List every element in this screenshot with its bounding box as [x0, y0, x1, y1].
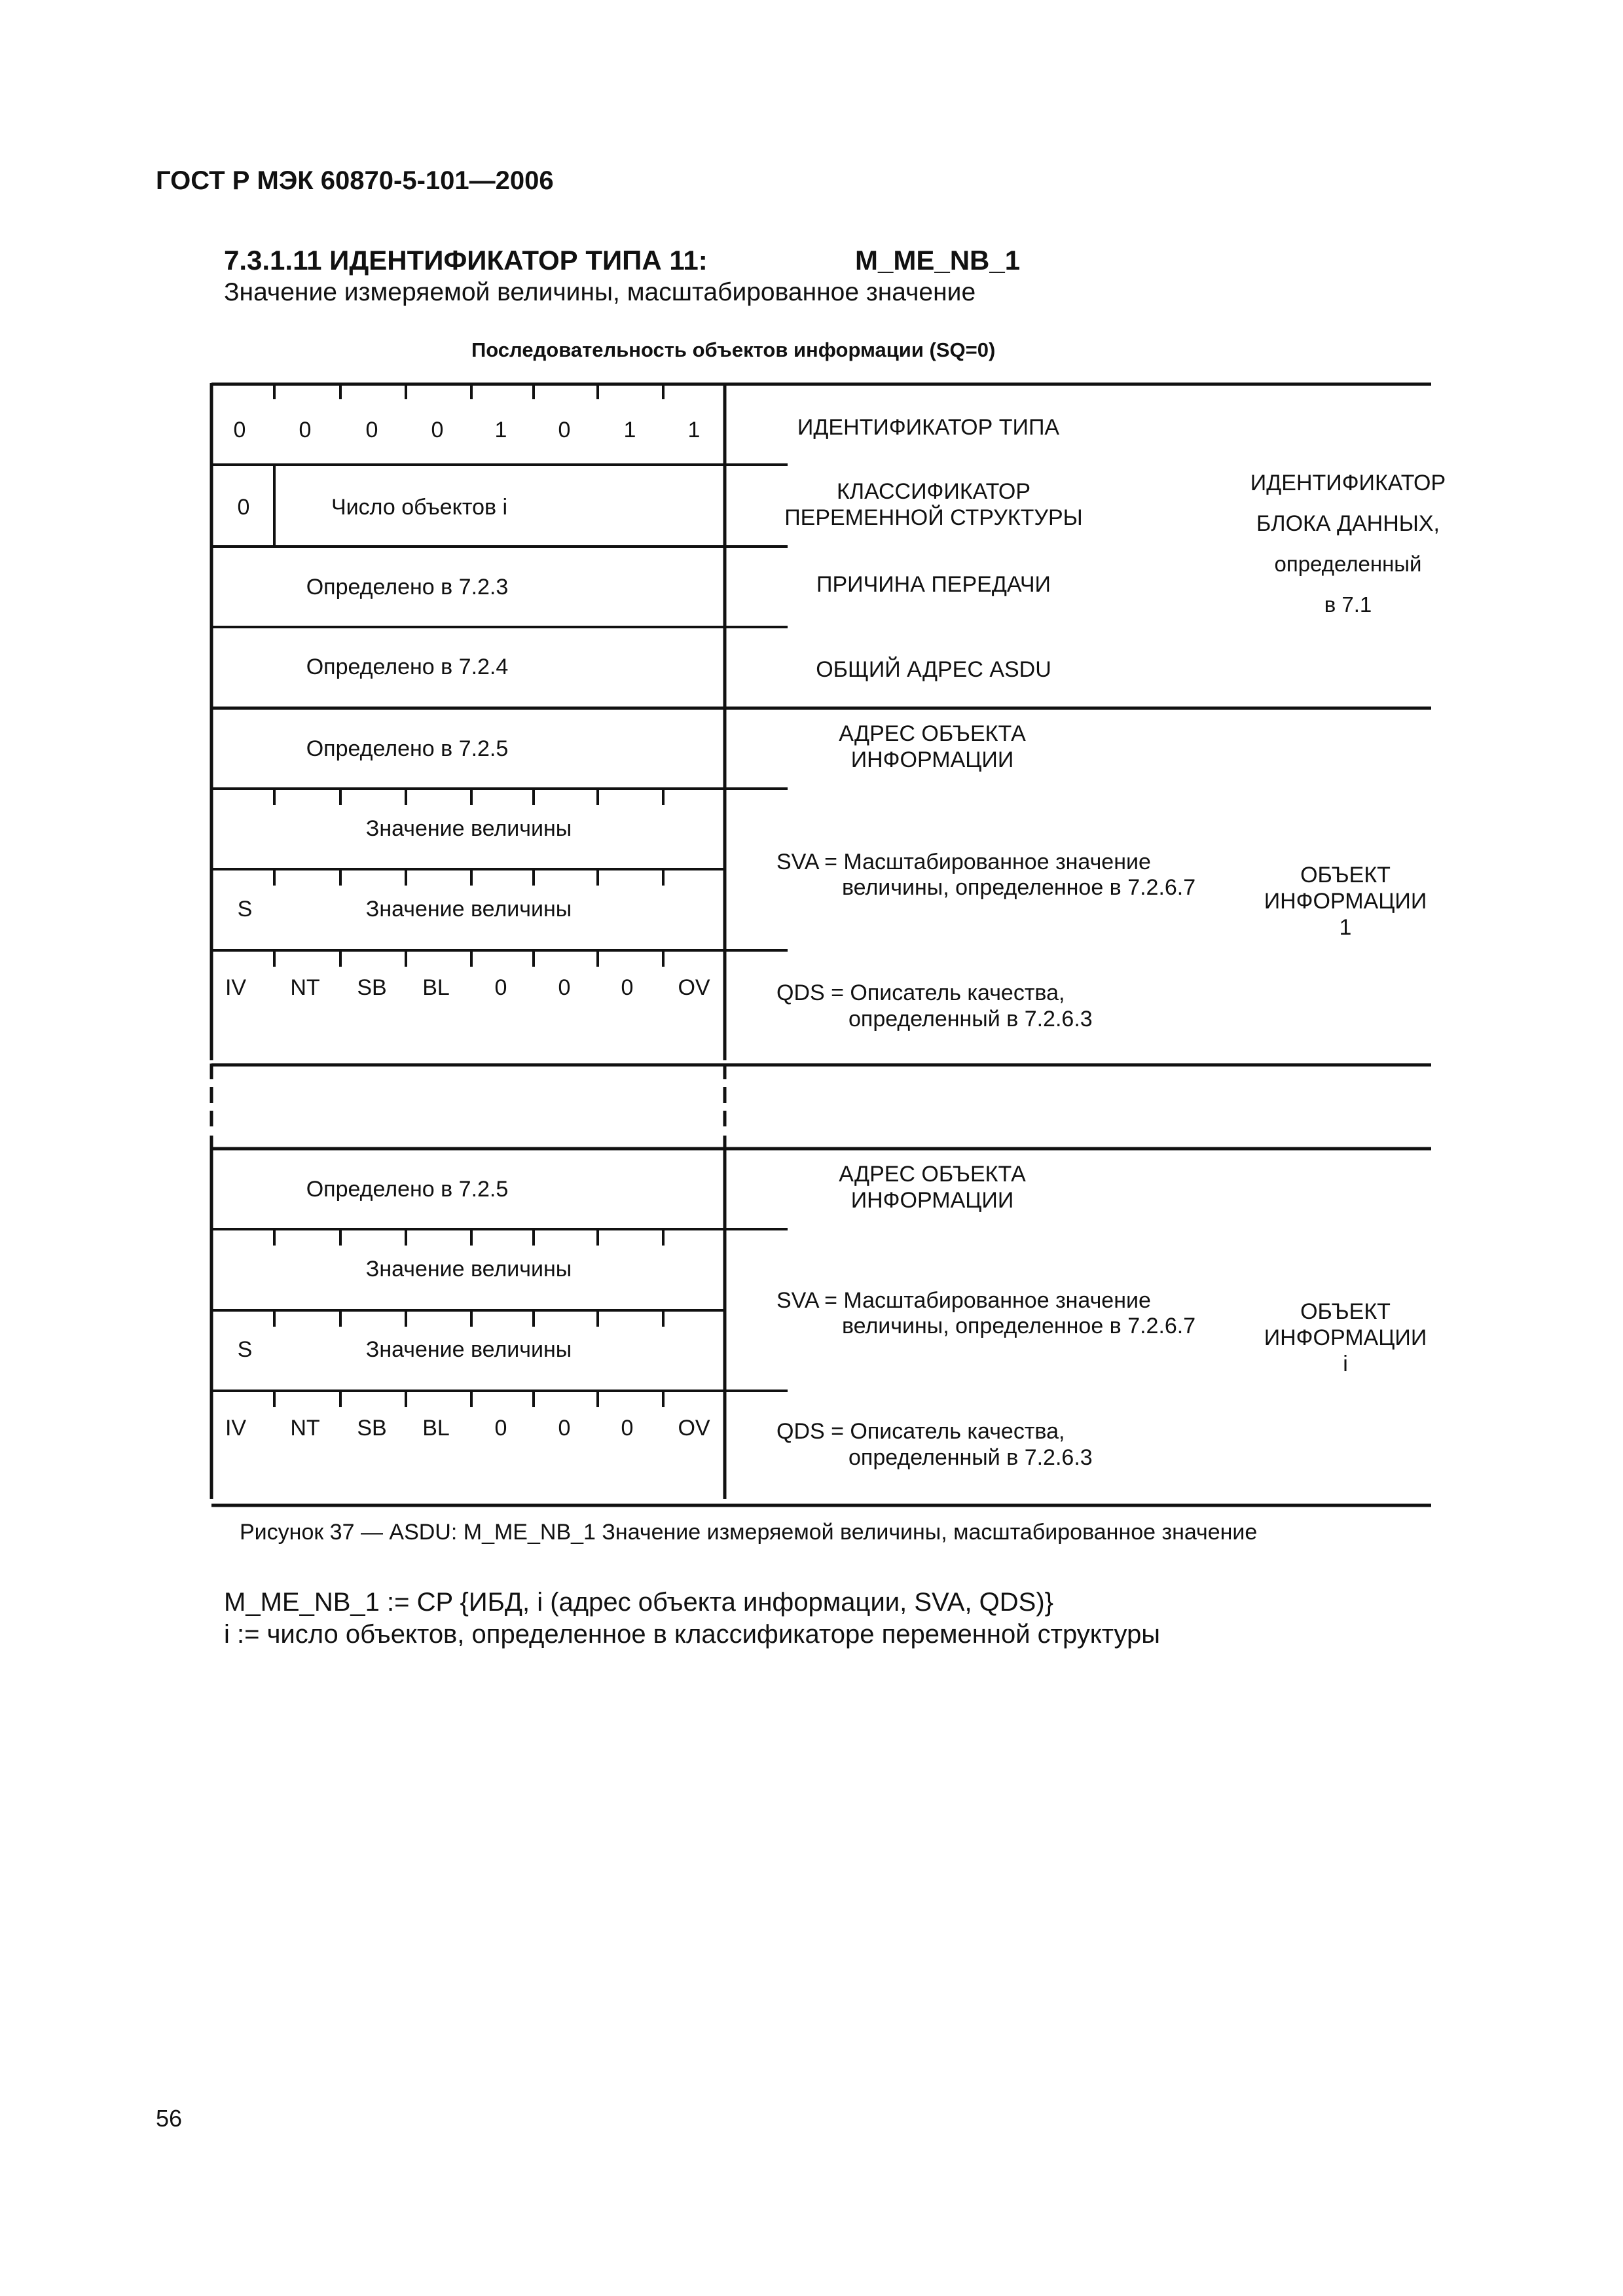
type-bit: 1	[687, 418, 701, 442]
section-subtitle: Значение измеряемой величины, масштабированное значение	[224, 278, 976, 306]
sva-label: SVA = Масштабированное значение	[776, 850, 1151, 874]
qds-label: QDS = Описатель качества,	[776, 1419, 1065, 1444]
qds-bit: IV	[225, 1416, 247, 1441]
ioa-field: Определено в 7.2.5	[306, 736, 509, 761]
section-heading: 7.3.1.11 ИДЕНТИФИКАТОР ТИПА 11:	[224, 245, 708, 276]
qds-bit: 0	[494, 975, 507, 1000]
type-bit: 1	[623, 418, 636, 442]
ioa-label: АДРЕС ОБЪЕКТА	[839, 1162, 1026, 1187]
type-bit: 1	[494, 418, 507, 442]
value-field: Значение величины	[365, 816, 572, 841]
ioa-label: АДРЕС ОБЪЕКТА	[839, 721, 1026, 746]
common-address-field: Определено в 7.2.4	[306, 655, 509, 679]
object-1-label: ИНФОРМАЦИИ	[1264, 889, 1427, 914]
sva-label: величины, определенное в 7.2.6.7	[842, 1314, 1196, 1338]
type-bit: 0	[299, 418, 312, 442]
qds-bit: BL	[422, 975, 450, 1000]
object-i-label: i	[1343, 1352, 1348, 1376]
dui-label: определенный	[1274, 552, 1422, 576]
vsq-label: КЛАССИФИКАТОР	[836, 479, 1031, 504]
qds-bit: OV	[678, 1416, 710, 1441]
qds-label: определенный в 7.2.6.3	[848, 1445, 1093, 1470]
type-bit: 0	[233, 418, 246, 442]
qds-label: QDS = Описатель качества,	[776, 980, 1065, 1005]
object-i-label: ИНФОРМАЦИИ	[1264, 1325, 1427, 1350]
common-address-label: ОБЩИЙ АДРЕС ASDU	[816, 657, 1051, 682]
type-bit: 0	[365, 418, 378, 442]
value-field: Значение величины	[365, 1257, 572, 1282]
value-field: Значение величины	[365, 897, 572, 922]
object-i-label: ОБЪЕКТ	[1300, 1299, 1391, 1324]
page-number: 56	[156, 2105, 183, 2132]
type-id-label: ИДЕНТИФИКАТОР ТИПА	[797, 415, 1060, 440]
vsq-label: ПЕРЕМЕННОЙ СТРУКТУРЫ	[784, 505, 1083, 530]
qds-bit: SB	[357, 975, 387, 1000]
sva-label: SVA = Масштабированное значение	[776, 1288, 1151, 1313]
sign-bit: S	[237, 897, 253, 922]
cot-label: ПРИЧИНА ПЕРЕДАЧИ	[816, 572, 1051, 597]
definition-line: M_ME_NB_1 := CP {ИБД, i (адрес объекта информации, SVA, QDS)}	[224, 1588, 1054, 1617]
value-field: Значение величины	[365, 1337, 572, 1362]
ioa-label: ИНФОРМАЦИИ	[850, 747, 1014, 772]
qds-bit: IV	[225, 975, 247, 1000]
ioa-label: ИНФОРМАЦИИ	[850, 1188, 1014, 1213]
qds-bit: 0	[558, 1416, 571, 1441]
sva-label: величины, определенное в 7.2.6.7	[842, 875, 1196, 900]
ioa-field: Определено в 7.2.5	[306, 1177, 509, 1202]
dui-label: в 7.1	[1324, 592, 1372, 617]
type-bit: 0	[431, 418, 444, 442]
cot-field: Определено в 7.2.3	[306, 575, 509, 600]
vsq-number-label: Число объектов i	[331, 495, 508, 520]
sign-bit: S	[237, 1337, 253, 1362]
qds-bit: 0	[621, 975, 634, 1000]
qds-bit: NT	[290, 1416, 320, 1441]
qds-bit: 0	[494, 1416, 507, 1441]
figure-caption: Рисунок 37 — ASDU: M_ME_NB_1 Значение измеряемой величины, масштабированное значение	[240, 1520, 1258, 1545]
definition-line: i := число объектов, определенное в классификаторе переменной структуры	[224, 1620, 1161, 1649]
vsq-sq-bit: 0	[237, 495, 250, 520]
qds-bit: OV	[678, 975, 710, 1000]
object-1-label: 1	[1339, 915, 1352, 940]
document-title: ГОСТ Р МЭК 60870-5-101—2006	[156, 166, 554, 195]
type-code: M_ME_NB_1	[855, 245, 1021, 276]
dui-label: БЛОКА ДАННЫХ,	[1256, 511, 1440, 536]
qds-bit: SB	[357, 1416, 387, 1441]
dui-label: ИДЕНТИФИКАТОР	[1250, 471, 1446, 495]
object-1-label: ОБЪЕКТ	[1300, 863, 1391, 888]
qds-bit: 0	[621, 1416, 634, 1441]
type-bit: 0	[558, 418, 571, 442]
qds-bit: BL	[422, 1416, 450, 1441]
figure-title: Последовательность объектов информации (SQ=0)	[471, 338, 996, 361]
qds-bit: 0	[558, 975, 571, 1000]
qds-label: определенный в 7.2.6.3	[848, 1007, 1093, 1031]
qds-bit: NT	[290, 975, 320, 1000]
